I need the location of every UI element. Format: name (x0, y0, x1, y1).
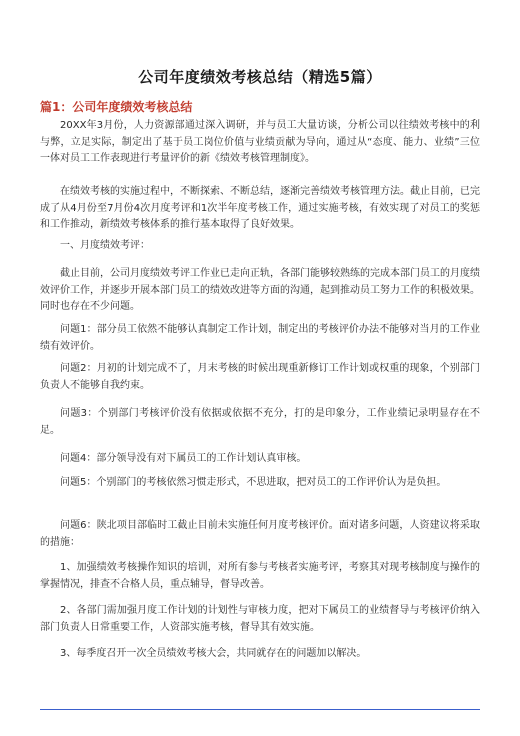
paragraph-issue-3: 问题3：个别部门考核评价没有依据或依据不充分，打的是印象分，工作业绩记录明显存在不足。 (40, 408, 480, 436)
paragraph-measure-2: 2、各部门需加强月度工作计划的计划性与审核力度，把对下属员工的业绩督导与考核评价纳入部门负责人日常重要工作，人资部实施考核，督导其有效实施。 (40, 605, 480, 633)
paragraph-4: 截止目前，公司月度绩效考评工作业已走向正轨，各部门能够较熟练的完成本部门员工的月度绩效评价工作，并逐步开展本部门员工的绩效改进等方面的沟通，起到推动员工努力工作的积极效果。同时也存在不少问题。 (40, 268, 480, 312)
paragraph-1: 20XX年3月份，人力资源部通过深入调研，并与员工大量访谈，分析公司以往绩效考核中的利与弊，立足实际，制定出了基于员工岗位价值与业绩贡献为导向，通过从“态度、能力、业绩”三位一体对员工工作表现进行考量评价的新《绩效考核管理制度》。 (40, 120, 480, 164)
footer-divider (40, 709, 480, 710)
paragraph-issue-5: 问题5：个别部门的考核依然习惯走形式，不思进取，把对员工的工作评价认为是负担。 (60, 477, 447, 488)
section-heading: 篇1：公司年度绩效考核总结 (40, 100, 193, 114)
paragraph-2: 在绩效考核的实施过程中，不断探索、不断总结，逐渐完善绩效考核管理方法。截止目前，已完成了从4月份至7月份4次月度考评和1次半年度考核工作，通过实施考核，有效实现了对员工的奖惩和工作推动，新绩效考核体系的推行基本取得了良好效果。 (40, 186, 480, 230)
document-title: 公司年度绩效考核总结（精选5篇） (138, 68, 382, 86)
paragraph-subheading-monthly: 一、月度绩效考评： (60, 240, 150, 251)
paragraph-issue-2: 问题2：月初的计划完成不了，月末考核的时候出现重新修订工作计划或权重的现象，个别部门负责人不能够自我约束。 (40, 363, 480, 391)
paragraph-issue-4: 问题4：部分领导没有对下属员工的工作计划认真审核。 (60, 453, 307, 464)
paragraph-issue-6: 问题6：陕北项目部临时工截止目前未实施任何月度考核评价。面对诸多问题，人资建议将采取的措施： (40, 520, 480, 548)
paragraph-issue-1: 问题1：部分员工依然不能够认真制定工作计划，制定出的考核评价办法不能够对当月的工作业绩有效评价。 (40, 324, 480, 352)
paragraph-measure-3: 3、每季度召开一次全员绩效考核大会，共同就存在的问题加以解决。 (60, 648, 367, 659)
paragraph-measure-1: 1、加强绩效考核操作知识的培训，对所有参与考核者实施考评，考察其对现考核制度与操作的掌握情况，排查不合格人员，重点辅导，督导改善。 (40, 562, 480, 590)
